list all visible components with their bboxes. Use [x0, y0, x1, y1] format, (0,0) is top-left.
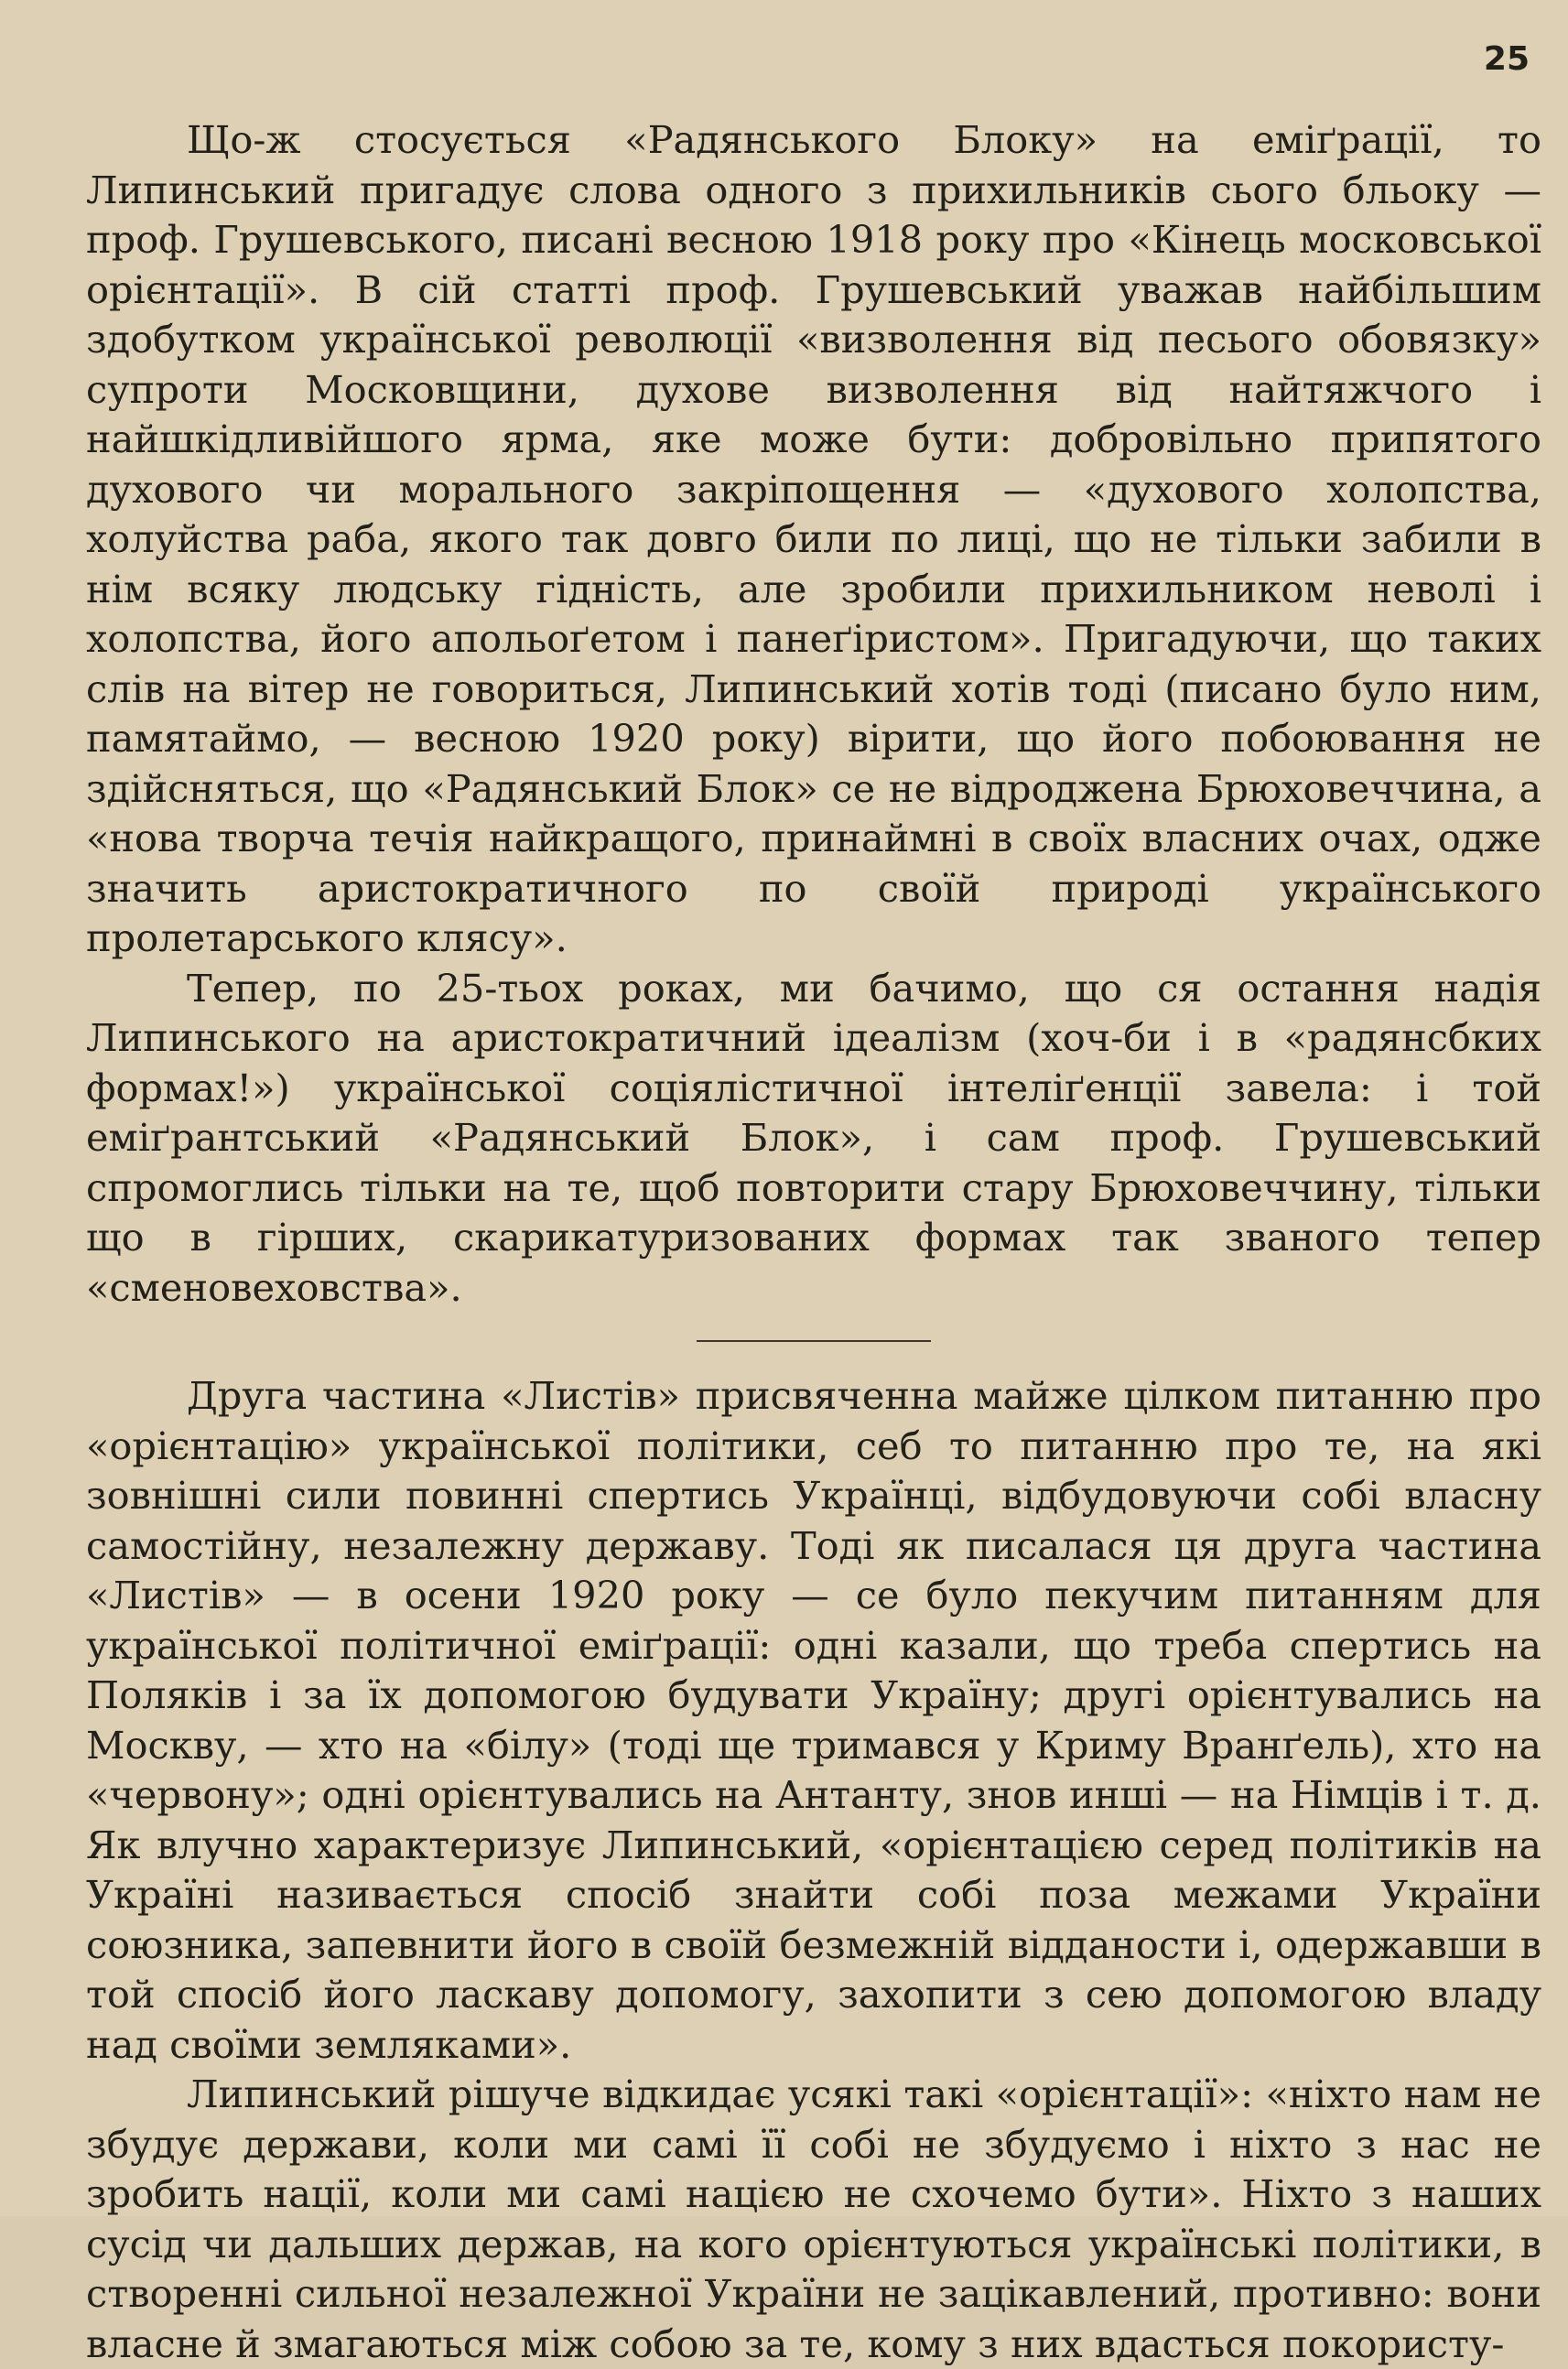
paragraph: Друга частина «Листів» присвяченна майже цілком питанню про «орієнтацію» української політики, себ то питанню про те, на які зовнішні сили повинні спертись Українці, відбудовуючи собі власну самостійну, незалежну державу. Тоді як писалася ця друга частина «Листів» — в осени 1920 року — се було пекучим питанням для української політичної еміґрації: одні казали, що треба спертись на Поляків і за їх допомогою будувати Україну; другі орієнтувались на Москву, — хто на «білу» (тоді ще тримався у Криму Вранґель), хто на «червону»; одні орієнтувались на Антанту, знов инші — на Німців і т. д. Як влучно характеризує Липинський, «орієнтацією серед політиків на Україні називається спосіб знайти собі поза межами України союзника, запевнити його в своїй безмежній відданости і, одержавши в той спосіб його ласкаву допомогу, захопити з сею допомогою владу над своїми земляками». — [86, 1373, 1541, 2067]
page-number: 25 — [1483, 40, 1530, 78]
body-text — [86, 115, 1541, 2369]
section-divider — [697, 1340, 931, 1342]
paragraph: Що-ж стосується «Радянського Блоку» на еміґрації, то Липинський пригадує слова одного з прихильників сього бльоку — проф. Грушевського, писані весною 1918 року про «Кінець московської орієнтації». В сій статті проф. Грушевський уважав найбільшим здобутком української революції «визволення від песього обовязку» супроти Московщини, духове визволення від найтяжчого і найшкідливійшого ярма, яке може бути: добровільно припятого духового чи морального закріпощення — «духового холопства, холуйства раба, якого так довго били по лиці, що не тільки забили в нім всяку людську гідність, але зробили прихильником неволі і холопства, його апольоґетом і панеґіристом». Пригадуючи, що таких слів на вітер не говориться, Липинський хотів тоді (писано було ним, памятаймо, — весною 1920 року) вірити, що його побоювання не здійсняться, що «Радянський Блок» се не відроджена Брюховеччина, а «нова творча течія найкращого, принаймні в своїх власних очах, одже значить аристократичного по своїй природі українського пролетарського клясу». — [86, 117, 1541, 960]
paragraph: Тепер, по 25-тьох рокаx, ми бачимо, що ся остання надія Липинського на аристократичний ідеалізм (хоч-би і в «радянсбких формах!») української соціялістичної інтеліґенції завела: і той еміґрантський «Радянський Блок», і сам проф. Грушевський спромоглись тільки на те, щоб повторити стару Брюховеччину, тільки що в гірших, скарикатуризованих формах так званого тепер «сменовеховства». — [86, 965, 1541, 1310]
paragraph: Липинський рішуче відкидає усякі такі «орієнтації»: «ніхто нам не збудує держави, коли ми самі її собі не збудуємо і ніхто з нас не зробить нації, коли ми самі нацією не схочемо бути». Ніхто з наших сусід чи дальших держав, на кого орієнтуються українські політики, в створенні сильної незалежної України не зацікавлений, противно: вони власне й змагаються між собою за те, кому з них вдасться покористу- — [86, 2072, 1541, 2366]
